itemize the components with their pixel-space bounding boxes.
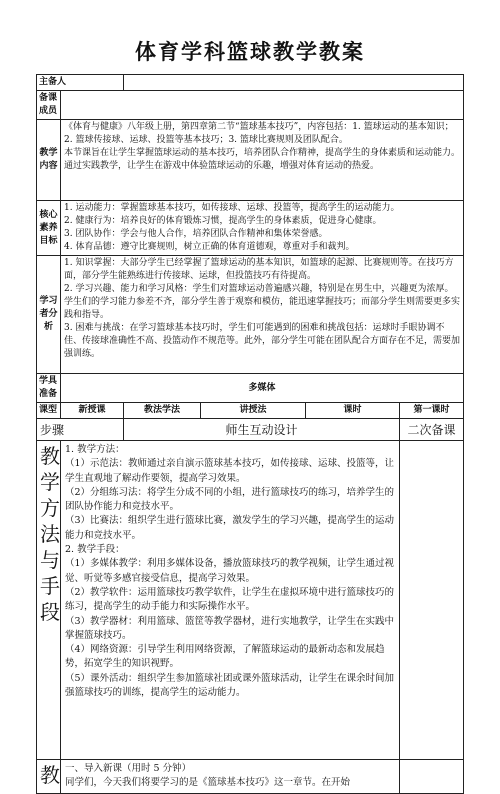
resources-row: [37, 374, 464, 403]
page-title: 体育学科篮球教学教案: [135, 40, 365, 64]
teacher-row: [37, 75, 464, 91]
analysis-item: 3. 困难与挑战：在学习篮球基本技巧时，学生们可能遇到的困难和挑战包括：运球时手眼协调不佳、传接球准确性不高、投篮动作不规范等。此外，部分学生可能在团队配合方面存在不足，需要加强训练。: [64, 323, 461, 359]
methods-line: （1）多媒体教学：利用多媒体设备，播放篮球技巧的教学视频，让学生通过视觉、听觉等多感官接受信息，提高学习效果。: [65, 558, 395, 584]
process-label: 教: [37, 760, 61, 794]
resources-value: 多媒体: [61, 374, 464, 403]
content-paragraph: 本节课旨在让学生掌握篮球运动的基本技巧，培养团队合作精神，提高学生的身体素质和运动能力。通过实践教学，让学生在游戏中体验篮球运动的乐趣，增强对体育运动的热爱。: [64, 148, 461, 171]
process-row: [37, 760, 464, 794]
goal-item: 1. 运动能力：掌握篮球基本技巧，如传接球、运球、投篮等，提高学生的运动能力。: [64, 203, 400, 213]
prep-label: 备课成员: [37, 91, 61, 120]
methods-line: （1）示范法：教师通过亲自演示篮球基本技巧，如传接球、运球、投篮等，让学生直观地了解动作要领，提高学习效果。: [65, 458, 395, 484]
process-line: 同学们，今天我们将要学习的是《篮球基本技巧》这一章节。在开始: [65, 777, 351, 789]
method-label: 教法学法: [124, 403, 201, 419]
methods-cell: [61, 441, 400, 760]
analysis-row: [37, 256, 464, 374]
analysis-item: 2. 学习兴趣、能力和学习风格：学生们对篮球运动普遍感兴趣，特别是在男生中，兴趣更为浓厚。学生们的学习能力参差不齐，部分学生善于观察和模仿，能迅速掌握技巧；而部分学生则需要更多实践和指导。: [64, 284, 461, 320]
methods-line: （2）教学软件：运用篮球技巧教学软件，让学生在虚拟环境中进行篮球技巧的练习，提高学生的动手能力和实际操作水平。: [65, 586, 395, 613]
goals-row: [37, 201, 464, 256]
step-header-row: [37, 419, 464, 441]
type-value: 新授课: [61, 403, 124, 419]
goal-item: 4. 体育品德：遵守比赛规则，树立正确的体育道德观，尊重对手和裁判。: [64, 242, 355, 252]
methods-line: 1. 教学方法：: [65, 444, 125, 455]
hours-value: 第一课时: [400, 403, 464, 419]
prep-row: [37, 91, 464, 120]
process-line: 一、导入新课（用时 5 分钟）: [65, 763, 192, 774]
prep-value[interactable]: [61, 91, 464, 120]
second-prep-label: 二次备课: [400, 419, 464, 441]
teacher-value[interactable]: [124, 75, 464, 91]
goals-cell: [61, 201, 464, 256]
analysis-item: 1. 知识掌握：大部分学生已经掌握了篮球运动的基本知识，如篮球的起源、比赛规则等。在技巧方面，部分学生能熟练进行传接球、运球，但投篮技巧有待提高。: [64, 258, 454, 281]
type-label: 课型: [37, 403, 61, 419]
step-label: 步骤: [37, 419, 124, 441]
type-row: [37, 403, 464, 419]
process-cell: [61, 760, 400, 794]
analysis-label: 学习者分析: [37, 256, 61, 374]
methods-line: （2）分组练习法：将学生分成不同的小组，进行篮球技巧的练习，培养学生的团队协作能力和竞技水平。: [65, 486, 395, 513]
methods-line: （4）网络资源：引导学生利用网络资源，了解篮球运动的最新动态和发展趋势，拓宽学生的知识视野。: [65, 644, 385, 670]
analysis-cell: [61, 256, 464, 374]
methods-second-prep[interactable]: [400, 441, 464, 760]
content-label: 教学内容: [37, 120, 61, 201]
resources-label: 学具准备: [37, 374, 61, 403]
content-row: [37, 120, 464, 201]
methods-row: [37, 441, 464, 760]
methods-line: （3）教学器材：利用篮球、篮筐等教学器材，进行实地教学，让学生在实践中掌握篮球技巧。: [65, 615, 395, 641]
methods-line: （3）比赛法：组织学生进行篮球比赛，激发学生的学习兴趣，提高学生的运动能力和竞技水平。: [65, 515, 395, 541]
content-paragraph: 《体育与健康》八年级上册，第四章第二节“篮球基本技巧”，内容包括：1. 篮球运动的基本知识；2. 篮球传接球、运球、投篮等基本技巧；3. 篮球比赛规则及团队配合。: [64, 122, 454, 145]
goals-label: 核心素养目标: [37, 201, 61, 256]
methods-line: （5）课外活动：组织学生参加篮球社团或课外篮球活动，让学生在课余时间加强篮球技巧的训练，提高学生的运动能力。: [65, 672, 395, 699]
goal-item: 2. 健康行为：培养良好的体育锻炼习惯，提高学生的身体素质，促进身心健康。: [64, 216, 382, 226]
methods-label: 教学方法与手段: [37, 441, 61, 760]
method-value: 讲授法: [201, 403, 306, 419]
teacher-label: 主备人: [37, 75, 124, 91]
methods-line: 2. 教学手段：: [65, 544, 125, 556]
interaction-label: 师生互动设计: [124, 419, 400, 441]
process-second-prep[interactable]: [400, 760, 464, 794]
content-cell: [61, 120, 464, 201]
hours-label: 课时: [306, 403, 400, 419]
lesson-plan-table: [36, 74, 464, 794]
goal-item: 3. 团队协作：学会与他人合作，培养团队合作精神和集体荣誉感。: [64, 229, 328, 239]
